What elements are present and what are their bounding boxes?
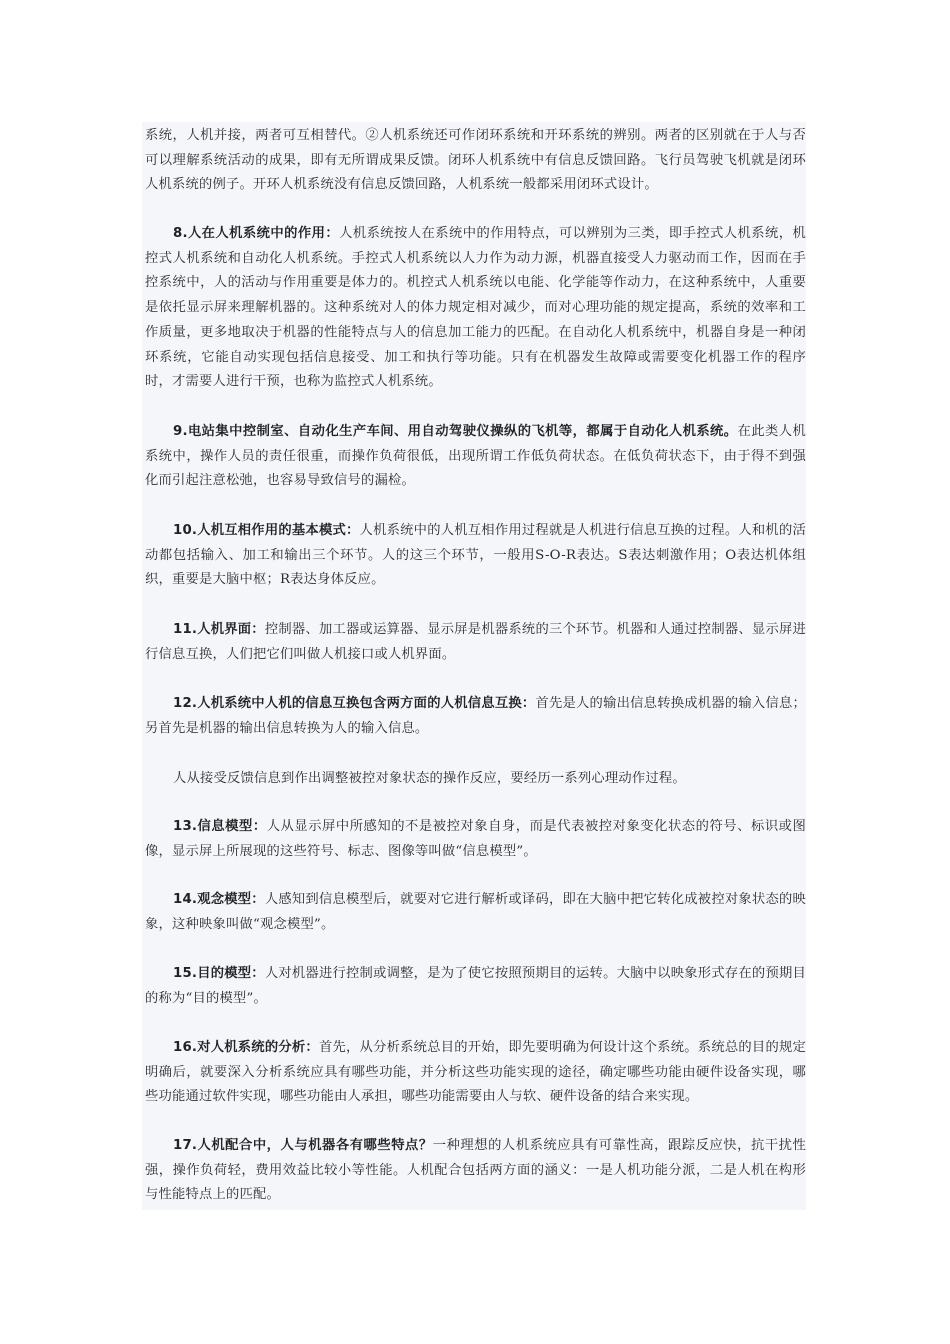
paragraph-body: 人机系统中的人机互相作用过程就是人机进行信息互换的过程。人和机的活动都包括输入、加工和输出三个环节。人的这三个环节，一般用S-O-R表达。S表达刺激作用；O表达机体组织，重要是大脑中枢；R表达身体反应。 xyxy=(145,523,806,588)
paragraph-12 xyxy=(145,692,806,741)
paragraph-heading: 9.电站集中控制室、自动化生产车间、用自动驾驶仪操纵的飞机等，都属于自动化人机系统。 xyxy=(173,424,738,439)
paragraph-14 xyxy=(145,888,806,937)
paragraph-body: 系统，人机并接，两者可互相替代。②人机系统还可作闭环系统和开环系统的辨别。两者的区别就在于人与否可以理解系统活动的成果，即有无所谓成果反馈。闭环人机系统中有信息反馈回路。飞行员驾驶飞机就是闭环人机系统的例子。开环人机系统没有信息反馈回路，人机系统一般都采用闭环式设计。 xyxy=(145,128,806,193)
paragraph-heading: 17.人机配合中，人与机器各有哪些特点？ xyxy=(173,1138,433,1153)
paragraph-heading: 16.对人机系统的分析： xyxy=(173,1040,319,1055)
paragraph-body: 人从接受反馈信息到作出调整被控对象状态的操作反应，要经历一系列心理动作过程。 xyxy=(173,771,686,786)
paragraph-heading: 10.人机互相作用的基本模式： xyxy=(173,523,360,538)
paragraph-intro xyxy=(145,124,806,198)
paragraph-heading: 14.观念模型： xyxy=(173,892,265,907)
paragraph-heading: 12.人机系统中人机的信息互换包含两方面的人机信息互换： xyxy=(173,696,536,711)
paragraph-11 xyxy=(145,618,806,667)
paragraph-17 xyxy=(145,1134,806,1208)
paragraph-feedback-note xyxy=(145,767,806,792)
paragraph-10 xyxy=(145,519,806,593)
paragraph-heading: 11.人机界面： xyxy=(173,622,265,637)
paragraph-15 xyxy=(145,962,806,1011)
paragraph-body: 一种理想的人机系统应具有可靠性高，跟踪反应快，抗干扰性强，操作负荷轻，费用效益比较小等性能。人机配合包括两方面的涵义：一是人机功能分派，二是人机在构形与性能特点上的匹配。 xyxy=(145,1138,806,1203)
paragraph-16 xyxy=(145,1036,806,1110)
paragraph-body: 控制器、加工器或运算器、显示屏是机器系统的三个环节。机器和人通过控制器、显示屏进行信息互换，人们把它们叫做人机接口或人机界面。 xyxy=(145,622,807,662)
paragraph-heading: 13.信息模型： xyxy=(173,819,267,834)
paragraph-13 xyxy=(145,815,806,864)
paragraph-body: 人对机器进行控制或调整，是为了使它按照预期目的运转。大脑中以映象形式存在的预期目的称为“目的模型”。 xyxy=(145,966,807,1006)
paragraph-body: 在此类人机系统中，操作人员的责任很重，而操作负荷很低，出现所谓工作低负荷状态。在低负荷状态下，由于得不到强化而引起注意松弛，也容易导致信号的漏检。 xyxy=(145,424,807,489)
paragraph-8 xyxy=(145,222,806,395)
paragraph-body: 人机系统按人在系统中的作用特点，可以辨别为三类，即手控式人机系统，机控式人机系统和自动化人机系统。手控式人机系统以人力作为动力源，机器直接受人力驱动而工作，因而在手控系统中，人的活动与作用重要是体力的。机控式人机系统以电能、化学能等作动力，在这种系统中，人重要是依托显示屏来理解机器的。这种系统对人的体力规定相对减少，而对心理功能的规定提高，系统的效率和工作质量，更多地取决于机器的性能特点与人的信息加工能力的匹配。在自动化人机系统中，机器自身是一种闭环系统，它能自动实现包括信息接受、加工和执行等功能。只有在机器发生故障或需要变化机器工作的程序时，才需要人进行干预，也称为监控式人机系统。 xyxy=(145,226,806,390)
paragraph-body: 人从显示屏中所感知的不是被控对象自身，而是代表被控对象变化状态的符号、标识或图像，显示屏上所展现的这些符号、标志、图像等叫做“信息模型”。 xyxy=(145,819,806,859)
paragraph-9 xyxy=(145,420,806,494)
paragraph-heading: 8.人在人机系统中的作用： xyxy=(173,226,340,241)
document-body xyxy=(142,122,806,1210)
paragraph-body: 首先是人的输出信息转换成机器的输入信息；另首先是机器的输出信息转换为人的输入信息。 xyxy=(145,696,807,736)
paragraph-body: 首先，从分析系统总目的开始，即先要明确为何设计这个系统。系统总的目的规定明确后，就要深入分析系统应具有哪些功能，并分析这些功能实现的途径，确定哪些功能由硬件设备实现，哪些功能通过软件实现，哪些功能由人承担，哪些功能需要由人与软、硬件设备的结合来实现。 xyxy=(145,1040,806,1105)
paragraph-heading: 15.目的模型： xyxy=(173,966,265,981)
paragraph-body: 人感知到信息模型后，就要对它进行解析或译码，即在大脑中把它转化成被控对象状态的映象，这种映象叫做“观念模型”。 xyxy=(145,892,807,932)
